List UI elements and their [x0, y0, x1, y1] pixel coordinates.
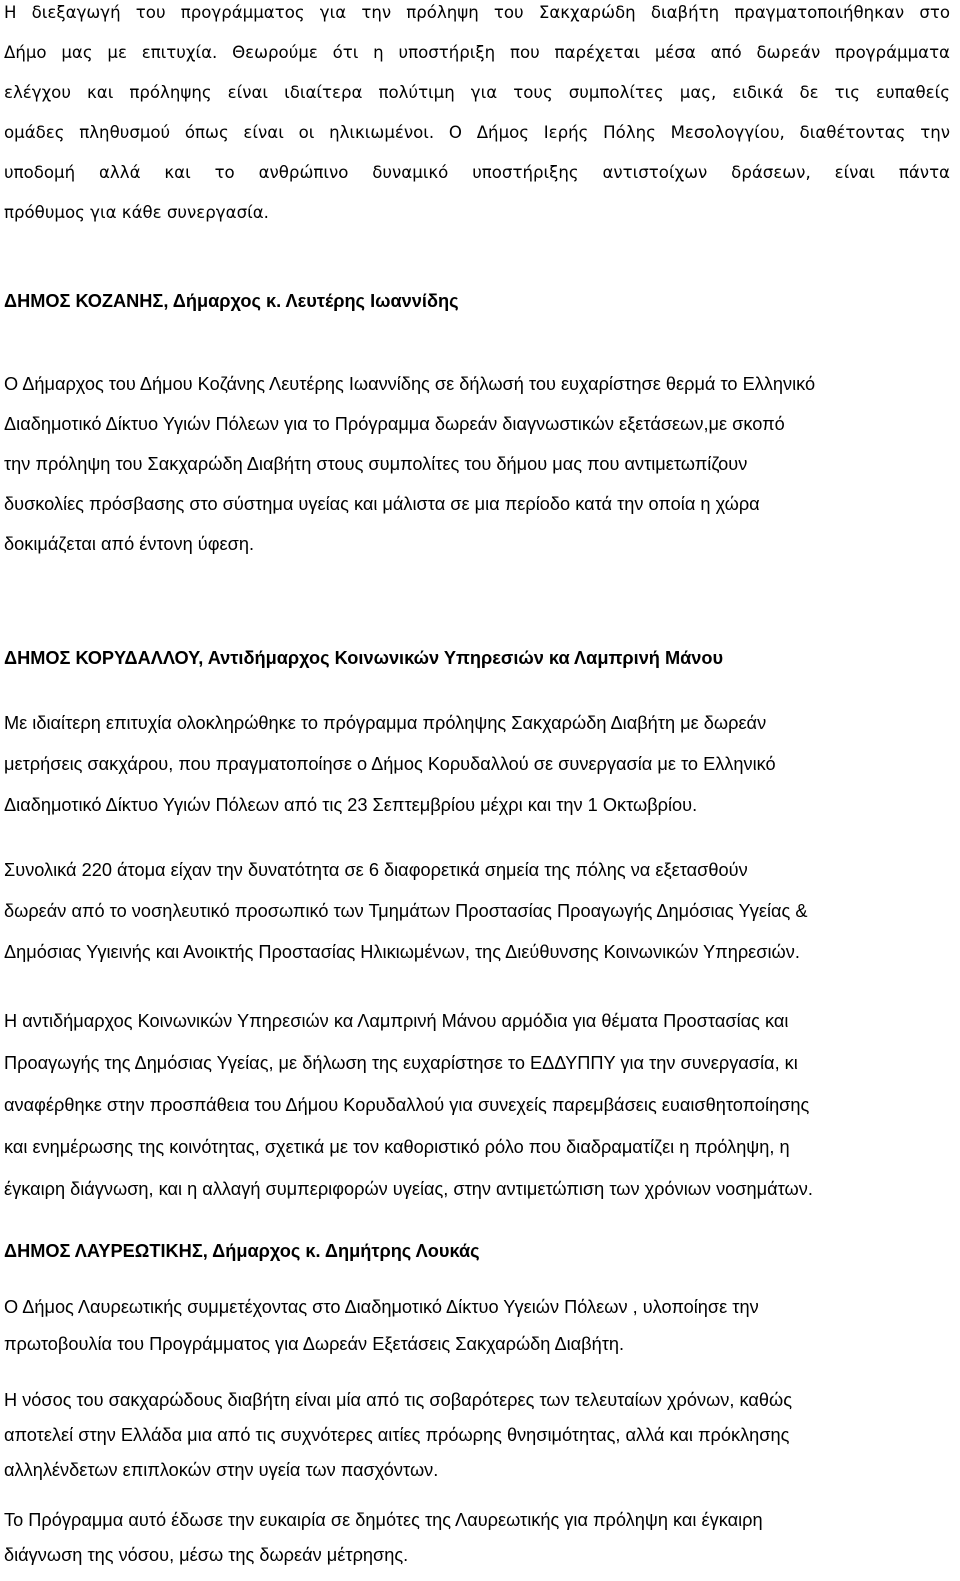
text-line: διάγνωση της νόσου, μέσω της δωρεάν μέτρησης.: [4, 1545, 409, 1565]
text-line: μετρήσεις σακχάρου, που πραγματοποίησε ο Δήμος Κορυδαλλού σε συνεργασία με το Ελληνικό: [4, 754, 776, 774]
text-line: αλληλένδετων επιπλοκών στην υγεία των πασχόντων.: [4, 1460, 439, 1480]
text-line: δωρεάν από το νοσηλευτικό προσωπικό των Τμημάτων Προστασίας Προαγωγής Δημόσιας Υγείας &: [4, 901, 808, 921]
text-line: Ο Δήμαρχος του Δήμου Κοζάνης Λευτέρης Ιωαννίδης σε δήλωσή του ευχαρίστησε θερμά το Ελληνικό: [4, 374, 816, 394]
text-line: Η διεξαγωγή του προγράμματος για την πρόληψη του Σακχαρώδη διαβήτη πραγματοποιήθηκαν στο: [4, 3, 950, 22]
text-line: Το Πρόγραμμα αυτό έδωσε την ευκαιρία σε δημότες της Λαυρεωτικής για πρόληψη και έγκαιρη: [4, 1510, 763, 1530]
text-line: Με ιδιαίτερη επιτυχία ολοκληρώθηκε το πρόγραμμα πρόληψης Σακχαρώδη Διαβήτη με δωρεάν: [4, 713, 767, 733]
text-line: Διαδημοτικό Δίκτυο Υγιών Πόλεων για το Πρόγραμμα δωρεάν διαγνωστικών εξετάσεων,με σκοπό: [4, 414, 785, 434]
text-line: πρωτοβουλία του Προγράμματος για Δωρεάν Εξετάσεις Σακχαρώδη Διαβήτη.: [4, 1334, 625, 1354]
text-line: Δήμο μας με επιτυχία. Θεωρούμε ότι η υποστήριξη που παρέχεται μέσα από δωρεάν προγράμματα: [4, 43, 950, 62]
text-line: Η νόσος του σακχαρώδους διαβήτη είναι μία από τις σοβαρότερες των τελευταίων χρόνων, καθώς: [4, 1390, 792, 1410]
text-line: έγκαιρη διάγνωση, και η αλλαγή συμπεριφορών υγείας, στην αντιμετώπιση των χρόνιων νοσημάτων.: [4, 1179, 813, 1199]
text-line: δοκιμάζεται από έντονη ύφεση.: [4, 534, 255, 554]
text-line: Η αντιδήμαρχος Κοινωνικών Υπηρεσιών κα Λαμπρινή Μάνου αρμόδια για θέματα Προστασίας και: [4, 1011, 789, 1031]
text-line: δυσκολίες πρόσβασης στο σύστημα υγείας και μάλιστα σε μια περίοδο κατά την οποία η χώρα: [4, 494, 760, 514]
text-line: Συνολικά 220 άτομα είχαν την δυνατότητα σε 6 διαφορετικά σημεία της πόλης να εξετασθούν: [4, 860, 748, 880]
text-line: Προαγωγής της Δημόσιας Υγείας, με δήλωση της ευχαρίστησε το ΕΔΔΥΠΠΥ για την συνεργασία, κι: [4, 1053, 798, 1073]
text-line: αποτελεί στην Ελλάδα μια από τις συχνότερες αιτίες πρόωρης θνησιμότητας, αλλά και πρόκλησης: [4, 1425, 790, 1445]
text-line: ομάδες πληθυσμού όπως είναι οι ηλικιωμένοι. Ο Δήμος Ιερής Πόλης Μεσολογγίου, διαθέτοντας την: [4, 123, 950, 142]
section-heading-lavreotiki: ΔΗΜΟΣ ΛΑΥΡΕΩΤΙΚΗΣ, Δήμαρχος κ. Δημήτρης Λουκάς: [4, 1241, 480, 1261]
text-line: υποδομή αλλά και το ανθρώπινο δυναμικό υποστήριξης αντιστοίχων δράσεων, είναι πάντα: [4, 163, 950, 182]
text-line: και ενημέρωσης της κοινότητας, σχετικά με τον καθοριστικό ρόλο που διαδραματίζει η πρόληψη, η: [4, 1137, 790, 1157]
text-line: Διαδημοτικό Δίκτυο Υγιών Πόλεων από τις 23 Σεπτεμβρίου μέχρι και την 1 Οκτωβρίου.: [4, 795, 698, 815]
text-line: αναφέρθηκε στην προσπάθεια του Δήμου Κορυδαλλού για συνεχείς παρεμβάσεις ευαισθητοποίησης: [4, 1095, 810, 1115]
text-line: Δημόσιας Υγιεινής και Ανοικτής Προστασίας Ηλικιωμένων, της Διεύθυνσης Κοινωνικών Υπηρεσιών.: [4, 942, 800, 962]
text-line: ελέγχου και πρόληψης είναι ιδιαίτερα πολύτιμη για τους συμπολίτες μας, ειδικά δε τις ευπαθείς: [4, 83, 950, 102]
text-line: Ο Δήμος Λαυρεωτικής συμμετέχοντας στο Διαδημοτικό Δίκτυο Υγειών Πόλεων , υλοποίησε την: [4, 1297, 759, 1317]
section-heading-kozani: ΔΗΜΟΣ ΚΟΖΑΝΗΣ, Δήμαρχος κ. Λευτέρης Ιωαννίδης: [4, 291, 459, 311]
text-line: πρόθυμος για κάθε συνεργασία.: [4, 203, 269, 222]
text-line: την πρόληψη του Σακχαρώδη Διαβήτη στους συμπολίτες του δήμου μας που αντιμετωπίζουν: [4, 454, 748, 474]
section-heading-korydallos: ΔΗΜΟΣ ΚΟΡΥΔΑΛΛΟΥ, Αντιδήμαρχος Κοινωνικών Υπηρεσιών κα Λαμπρινή Μάνου: [4, 648, 724, 668]
